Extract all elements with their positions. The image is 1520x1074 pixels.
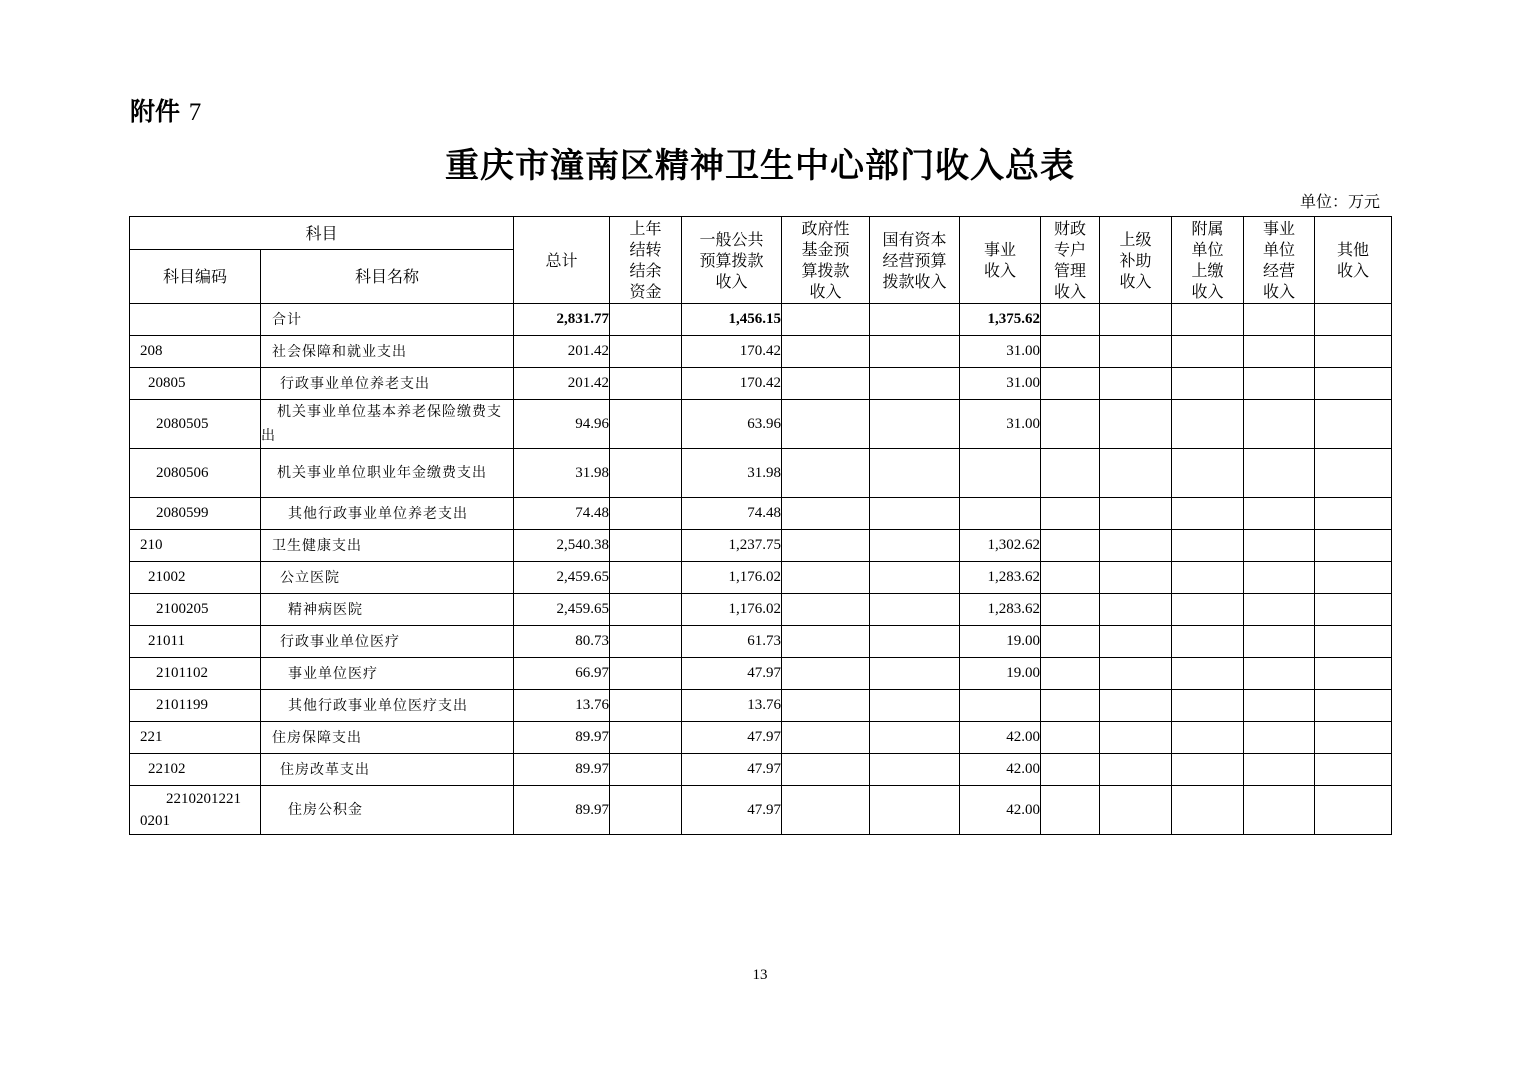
cell-name: 行政事业单位医疗 [261,626,514,658]
cell-total: 2,459.65 [514,594,610,626]
header-prev-balance: 上年 结转 结余 资金 [610,217,682,304]
cell-empty [1100,400,1172,449]
cell-general: 74.48 [682,498,782,530]
cell-empty [610,594,682,626]
cell-name: 住房公积金 [261,786,514,835]
cell-empty [1100,562,1172,594]
cell-empty [782,304,870,336]
cell-code: 2080506 [130,449,261,498]
cell-empty [782,449,870,498]
cell-general: 13.76 [682,690,782,722]
table-row [130,690,1392,722]
cell-business: 42.00 [960,722,1041,754]
cell-empty [782,498,870,530]
cell-empty [1172,594,1244,626]
cell-business: 31.00 [960,336,1041,368]
cell-name [261,400,514,449]
cell-empty [870,368,960,400]
cell-empty [1100,530,1172,562]
header-gov-fund: 政府性 基金预 算拨款 收入 [782,217,870,304]
cell-name: 精神病医院 [261,594,514,626]
cell-empty [870,626,960,658]
cell-empty [1244,336,1315,368]
cell-empty [1041,498,1100,530]
cell-business: 42.00 [960,754,1041,786]
cell-empty [1172,690,1244,722]
table-row [130,722,1392,754]
attachment-number: 7 [188,99,202,126]
cell-total: 13.76 [514,690,610,722]
cell-general: 1,176.02 [682,562,782,594]
cell-empty [870,498,960,530]
cell-general: 63.96 [682,400,782,449]
cell-total: 66.97 [514,658,610,690]
cell-empty [610,400,682,449]
cell-empty [1100,658,1172,690]
header-fiscal-account: 财政 专户 管理 收入 [1041,217,1100,304]
cell-empty [1041,658,1100,690]
cell-empty [870,400,960,449]
cell-code: 2080599 [130,498,261,530]
cell-empty [610,722,682,754]
cell-empty [782,336,870,368]
cell-general: 170.42 [682,368,782,400]
cell-empty [782,754,870,786]
cell-empty [870,336,960,368]
cell-empty [1100,368,1172,400]
table-row [130,400,1392,449]
cell-empty [1244,400,1315,449]
cell-general: 61.73 [682,626,782,658]
cell-general: 1,237.75 [682,530,782,562]
cell-empty [870,754,960,786]
cell-empty [870,530,960,562]
cell-business [960,449,1041,498]
table-row [130,626,1392,658]
cell-empty [782,690,870,722]
table-row [130,336,1392,368]
cell-empty [1244,754,1315,786]
attachment-label [130,92,201,128]
cell-empty [1244,304,1315,336]
cell-code: 210 [130,530,261,562]
cell-empty [1244,594,1315,626]
cell-empty [1244,690,1315,722]
cell-empty [782,530,870,562]
cell-empty [870,304,960,336]
cell-business: 42.00 [960,786,1041,835]
cell-empty [1100,304,1172,336]
cell-empty [1172,786,1244,835]
cell-empty [782,658,870,690]
cell-empty [610,304,682,336]
cell-code: 20805 [130,368,261,400]
cell-name: 合计 [261,304,514,336]
cell-empty [1172,562,1244,594]
cell-empty [1041,400,1100,449]
cell-empty [870,722,960,754]
header-business-income: 事业 收入 [960,217,1041,304]
cell-total: 89.97 [514,786,610,835]
cell-empty [1244,658,1315,690]
cell-empty [1100,594,1172,626]
cell-empty [1172,304,1244,336]
header-subject: 科目 [130,217,514,250]
cell-general: 1,176.02 [682,594,782,626]
cell-total: 2,831.77 [514,304,610,336]
cell-code: 2101199 [130,690,261,722]
cell-empty [1315,449,1392,498]
cell-empty [610,754,682,786]
cell-empty [610,336,682,368]
cell-total: 89.97 [514,754,610,786]
cell-empty [1244,562,1315,594]
cell-empty [1315,786,1392,835]
cell-general: 47.97 [682,786,782,835]
cell-code [130,786,261,835]
cell-empty [1315,368,1392,400]
cell-empty [610,562,682,594]
cell-empty [1041,722,1100,754]
document-title: 重庆市潼南区精神卫生中心部门收入总表 [445,146,1075,186]
cell-empty [610,368,682,400]
cell-empty [1172,530,1244,562]
cell-empty [1100,754,1172,786]
cell-name: 公立医院 [261,562,514,594]
cell-business: 19.00 [960,626,1041,658]
cell-name: 其他行政事业单位医疗支出 [261,690,514,722]
header-total: 总计 [514,217,610,304]
cell-name [261,449,514,498]
table-row [130,498,1392,530]
cell-empty [1041,562,1100,594]
cell-empty [1041,368,1100,400]
cell-code: 208 [130,336,261,368]
cell-empty [870,449,960,498]
cell-empty [1041,449,1100,498]
cell-name: 事业单位医疗 [261,658,514,690]
cell-total: 94.96 [514,400,610,449]
header-other-income: 其他 收入 [1315,217,1392,304]
cell-general: 47.97 [682,722,782,754]
cell-empty [1100,336,1172,368]
cell-total: 31.98 [514,449,610,498]
cell-name: 行政事业单位养老支出 [261,368,514,400]
table-row [130,530,1392,562]
cell-empty [1315,304,1392,336]
header-general-budget: 一般公共 预算拨款 收入 [682,217,782,304]
cell-total: 201.42 [514,368,610,400]
cell-empty [1172,368,1244,400]
cell-code: 21011 [130,626,261,658]
cell-business: 31.00 [960,368,1041,400]
cell-name: 住房保障支出 [261,722,514,754]
cell-total: 80.73 [514,626,610,658]
cell-name: 其他行政事业单位养老支出 [261,498,514,530]
cell-empty [1041,690,1100,722]
cell-business: 1,375.62 [960,304,1041,336]
cell-empty [1041,626,1100,658]
cell-business: 19.00 [960,658,1041,690]
cell-empty [1315,722,1392,754]
table-row [130,786,1392,835]
income-summary-table [129,216,1392,835]
cell-code: 2080505 [130,400,261,449]
cell-empty [1315,400,1392,449]
cell-general: 47.97 [682,658,782,690]
cell-name: 住房改革支出 [261,754,514,786]
cell-total: 89.97 [514,722,610,754]
cell-code: 22102 [130,754,261,786]
cell-empty [1315,530,1392,562]
cell-empty [1315,658,1392,690]
cell-empty [1100,449,1172,498]
header-subject-code: 科目编码 [130,250,261,304]
cell-empty [1172,722,1244,754]
cell-empty [1244,498,1315,530]
header-subject-name: 科目名称 [261,250,514,304]
cell-empty [1100,786,1172,835]
unit-label: 单位：万元 [1299,192,1380,211]
cell-empty [782,786,870,835]
cell-empty [1172,400,1244,449]
cell-empty [1315,690,1392,722]
cell-empty [1172,498,1244,530]
table-row [130,562,1392,594]
cell-general: 170.42 [682,336,782,368]
cell-empty [870,786,960,835]
cell-empty [782,400,870,449]
cell-empty [610,786,682,835]
cell-empty [1244,449,1315,498]
cell-empty [1041,304,1100,336]
cell-empty [870,690,960,722]
cell-empty [1100,690,1172,722]
cell-empty [870,594,960,626]
header-affiliated-turnover: 附属 单位 上缴 收入 [1172,217,1244,304]
header-superior-subsidy: 上级 补助 收入 [1100,217,1172,304]
cell-empty [782,594,870,626]
cell-name: 社会保障和就业支出 [261,336,514,368]
cell-empty [782,722,870,754]
table-row [130,304,1392,336]
cell-code [130,304,261,336]
cell-empty [1041,336,1100,368]
cell-empty [1172,626,1244,658]
cell-empty [610,658,682,690]
cell-empty [782,562,870,594]
cell-total: 2,459.65 [514,562,610,594]
cell-empty [1315,626,1392,658]
table-row [130,658,1392,690]
table-row [130,594,1392,626]
cell-empty [1315,594,1392,626]
cell-empty [870,562,960,594]
table-row [130,449,1392,498]
cell-empty [1172,336,1244,368]
cell-general: 31.98 [682,449,782,498]
cell-empty [1244,530,1315,562]
cell-empty [1041,754,1100,786]
cell-code-text: 22102012210201 [140,791,241,829]
attachment-text: 附件 [130,97,181,126]
cell-code: 2100205 [130,594,261,626]
cell-empty [1100,722,1172,754]
cell-code: 2101102 [130,658,261,690]
cell-empty [1315,562,1392,594]
cell-business [960,690,1041,722]
cell-business: 1,283.62 [960,562,1041,594]
cell-empty [1100,498,1172,530]
cell-empty [1041,530,1100,562]
cell-code: 221 [130,722,261,754]
cell-empty [1041,786,1100,835]
cell-empty [782,626,870,658]
cell-total: 2,540.38 [514,530,610,562]
cell-total: 74.48 [514,498,610,530]
page-number: 13 [752,967,768,983]
table-row [130,754,1392,786]
cell-empty [782,368,870,400]
cell-empty [1315,498,1392,530]
cell-general: 1,456.15 [682,304,782,336]
cell-empty [610,690,682,722]
cell-empty [1172,658,1244,690]
cell-empty [1172,449,1244,498]
header-state-capital: 国有资本 经营预算 拨款收入 [870,217,960,304]
cell-empty [1041,594,1100,626]
cell-name-text: 机关事业单位基本养老保险缴费支出 [261,404,502,444]
cell-empty [610,498,682,530]
header-business-operation: 事业 单位 经营 收入 [1244,217,1315,304]
cell-empty [610,449,682,498]
cell-empty [1244,626,1315,658]
cell-empty [1244,786,1315,835]
cell-total: 201.42 [514,336,610,368]
cell-empty [1315,754,1392,786]
cell-empty [1172,754,1244,786]
cell-business [960,498,1041,530]
cell-general: 47.97 [682,754,782,786]
cell-empty [610,530,682,562]
cell-name: 卫生健康支出 [261,530,514,562]
table-row [130,368,1392,400]
cell-empty [870,658,960,690]
cell-name-text: 机关事业单位职业年金缴费支出 [277,465,487,481]
cell-empty [1315,336,1392,368]
cell-business: 1,283.62 [960,594,1041,626]
cell-empty [610,626,682,658]
cell-business: 1,302.62 [960,530,1041,562]
cell-business: 31.00 [960,400,1041,449]
cell-empty [1100,626,1172,658]
cell-empty [1244,722,1315,754]
cell-empty [1244,368,1315,400]
cell-code: 21002 [130,562,261,594]
